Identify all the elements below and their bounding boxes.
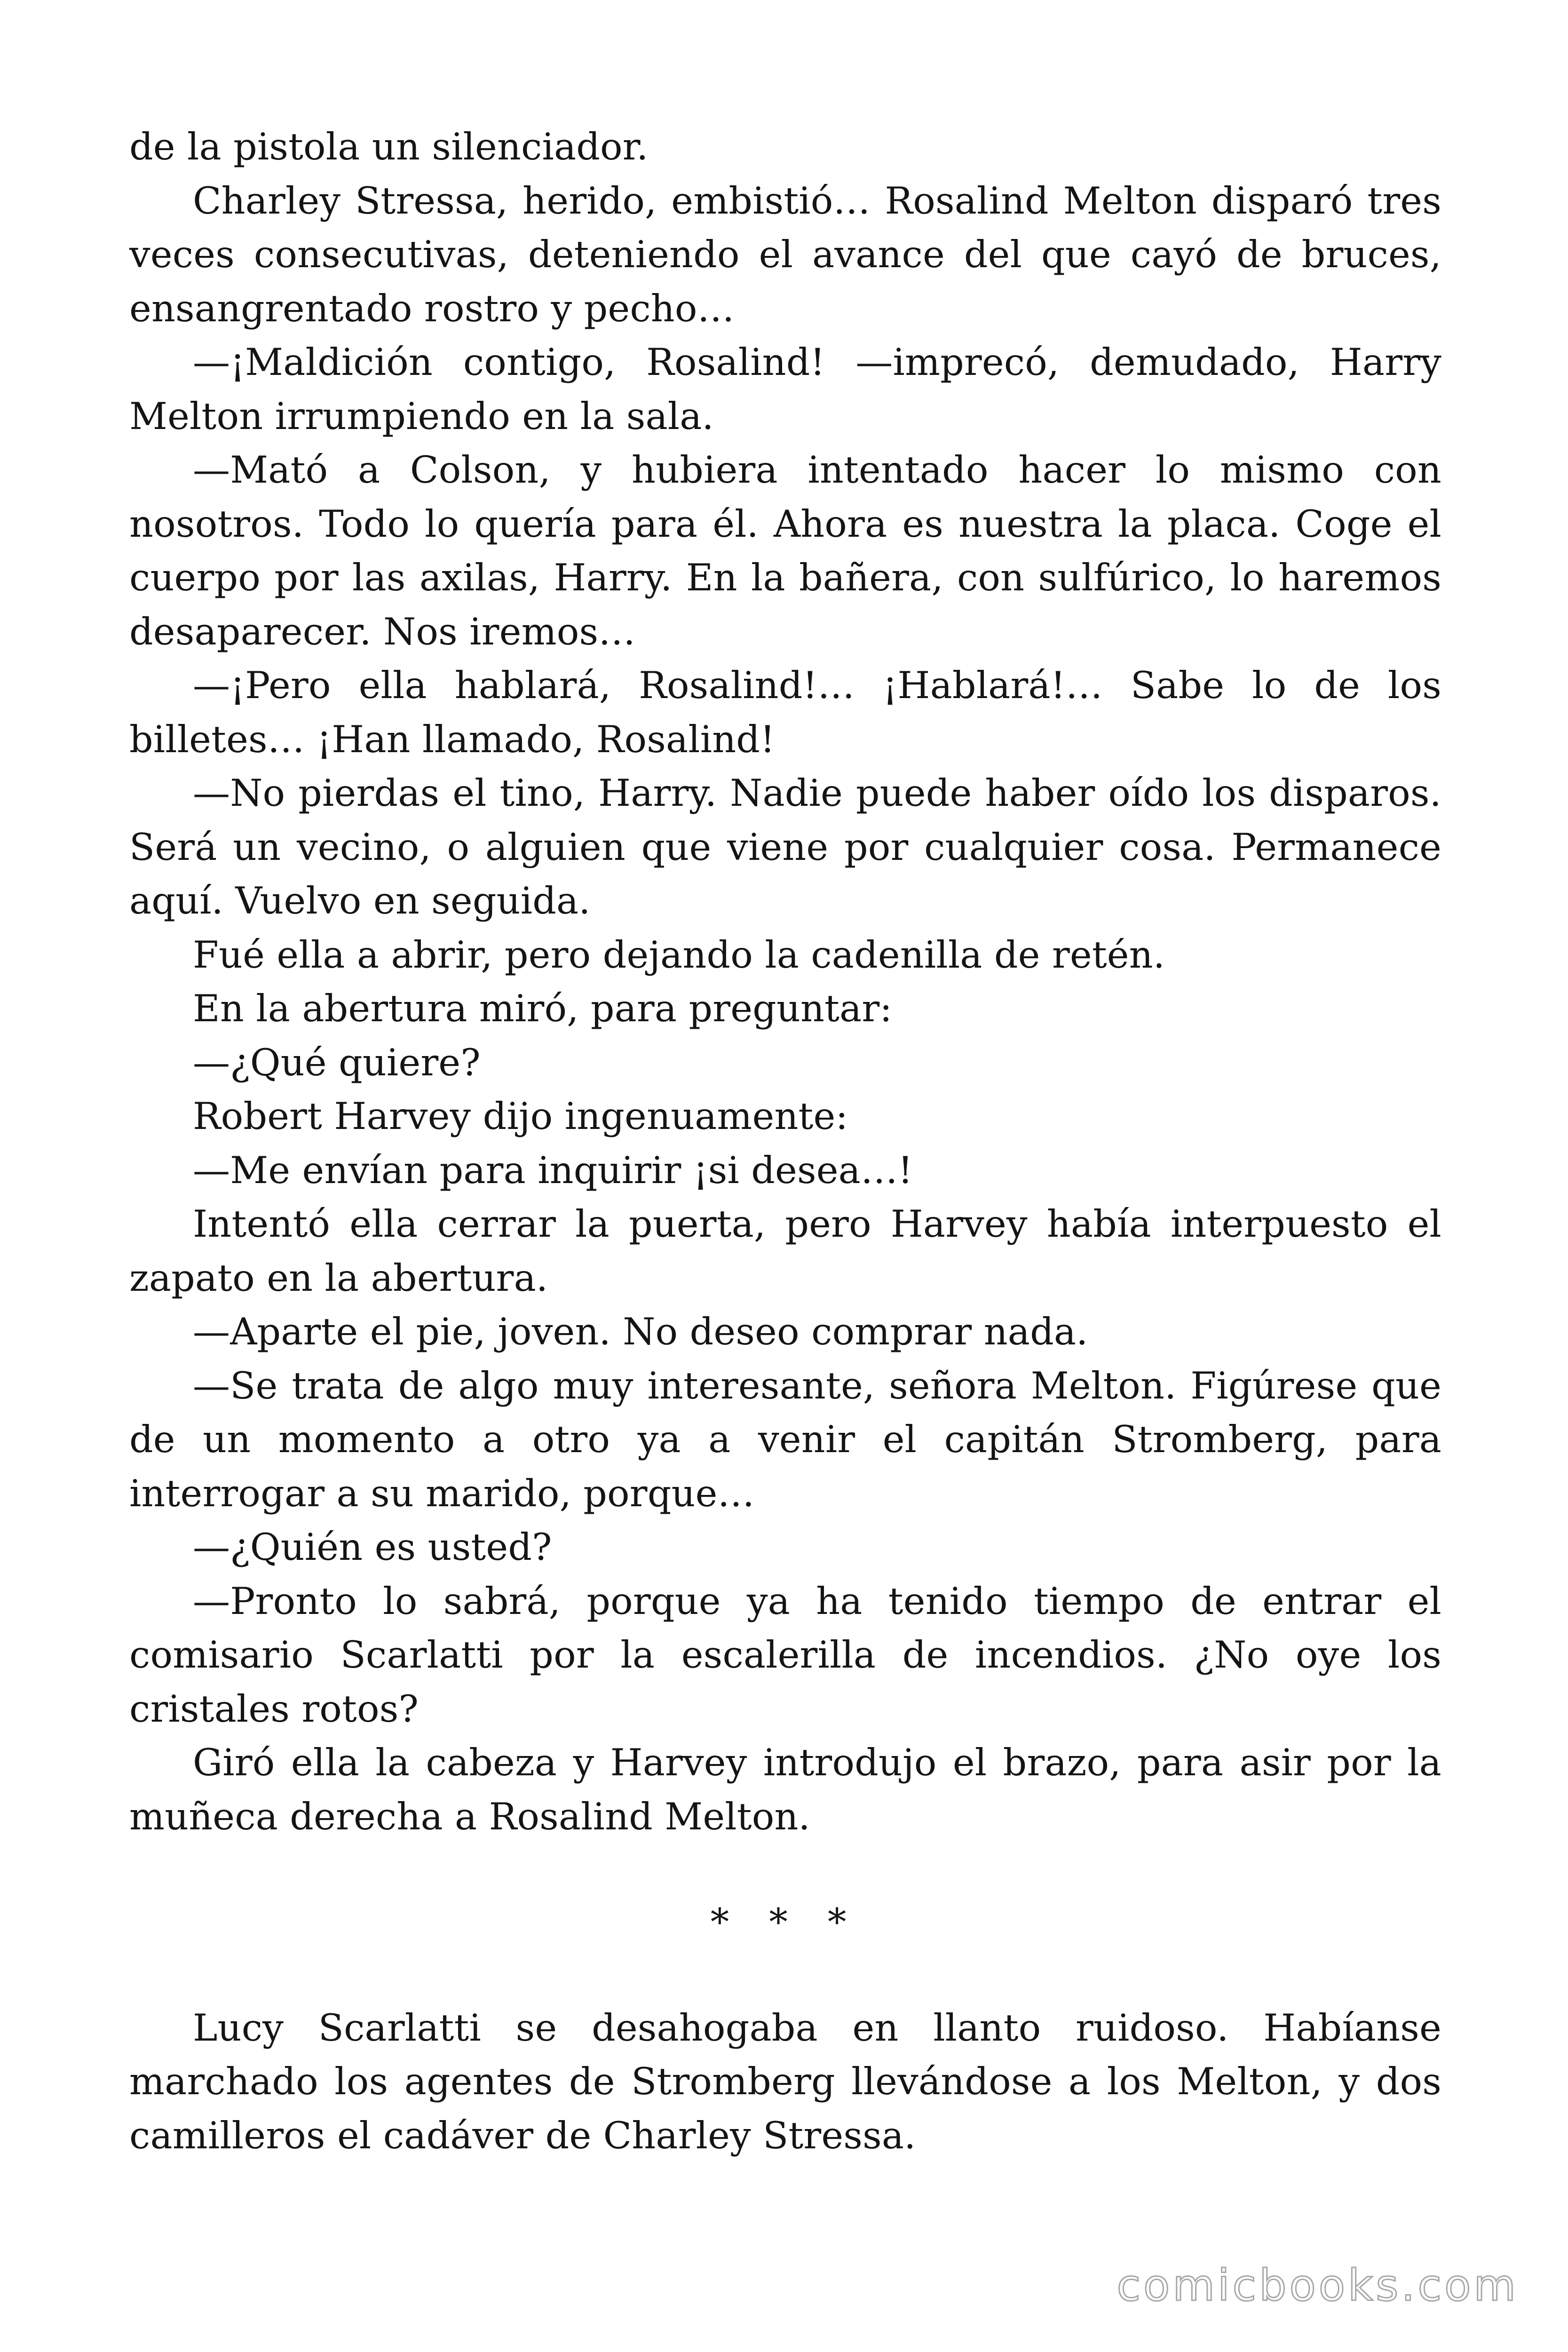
paragraph: Giró ella la cabeza y Harvey introdujo el brazo, para asir por la muñeca derecha a Rosalind Melton. bbox=[129, 1741, 1441, 1838]
spacer bbox=[129, 1843, 1441, 1895]
text-block-before-separator bbox=[129, 120, 1441, 1843]
paragraph: —Pronto lo sabrá, porque ya ha tenido tiempo de entrar el comisario Scarlatti por la escalerilla de incendios. ¿No oye los cristales rotos? bbox=[129, 1579, 1441, 1731]
watermark-logo: comicbooks.com bbox=[1117, 2260, 1519, 2311]
text-block-after-separator bbox=[129, 2001, 1441, 2163]
paragraph: de la pistola un silenciador. bbox=[129, 125, 649, 168]
paragraph: Lucy Scarlatti se desahogaba en llanto ruidoso. Habíanse marchado los agentes de Stromberg llevándose a los Melton, y dos camilleros el cadáver de Charley Stressa. bbox=[129, 2006, 1441, 2157]
paragraph: —Aparte el pie, joven. No deseo comprar nada. bbox=[193, 1310, 1088, 1353]
paragraph: —¿Qué quiere? bbox=[193, 1041, 481, 1084]
book-page bbox=[129, 120, 1441, 2162]
paragraph: Fué ella a abrir, pero dejando la cadenilla de retén. bbox=[193, 933, 1165, 977]
section-separator: * * * bbox=[710, 1900, 861, 1944]
paragraph: —¡Pero ella hablará, Rosalind!… ¡Hablará!… Sabe lo de los billetes… ¡Han llamado, Rosalind! bbox=[129, 664, 1441, 761]
paragraph: —No pierdas el tino, Harry. Nadie puede haber oído los disparos. Será un vecino, o alguien que viene por cualquier cosa. Permanece aquí. Vuelvo en seguida. bbox=[129, 771, 1441, 922]
paragraph: —Me envían para inquirir ¡si desea…! bbox=[193, 1148, 913, 1192]
paragraph: —Mató a Colson, y hubiera intentado hacer lo mismo con nosotros. Todo lo quería para él. Ahora es nuestra la placa. Coge el cuerpo por las axilas, Harry. En la bañera, con sulfúrico, lo haremos desaparecer. Nos iremos… bbox=[129, 448, 1441, 653]
paragraph: —Se trata de algo muy interesante, señora Melton. Figúrese que de un momento a otro ya a venir el capitán Stromberg, para interrogar a su marido, porque… bbox=[129, 1364, 1441, 1515]
paragraph: Charley Stressa, herido, embistió… Rosalind Melton disparó tres veces consecutivas, deteniendo el avance del que cayó de bruces, ensangrentado rostro y pecho… bbox=[129, 179, 1441, 330]
paragraph: En la abertura miró, para preguntar: bbox=[193, 987, 893, 1030]
paragraph: —¡Maldición contigo, Rosalind! —imprecó, demudado, Harry Melton irrumpiendo en la sala. bbox=[129, 341, 1441, 438]
spacer bbox=[129, 1949, 1441, 2001]
paragraph: Robert Harvey dijo ingenuamente: bbox=[193, 1095, 848, 1138]
paragraph: —¿Quién es usted? bbox=[193, 1526, 552, 1569]
paragraph: Intentó ella cerrar la puerta, pero Harvey había interpuesto el zapato en la abertura. bbox=[129, 1202, 1441, 1300]
